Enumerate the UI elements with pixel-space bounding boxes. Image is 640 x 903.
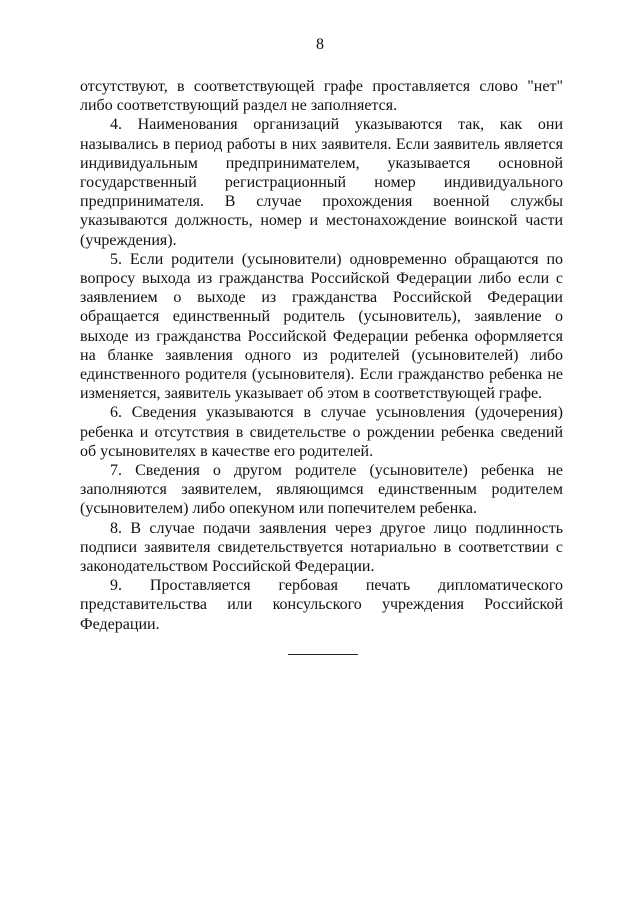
paragraph-item-6: 6. Сведения указываются в случае усыновления (удочерения) ребенка и отсутствия в свидетельстве о рождении ребенка сведений об усыновителях в качестве его родителей. bbox=[80, 404, 563, 460]
page-number: 8 bbox=[316, 36, 324, 53]
paragraph-item-9: 9. Проставляется гербовая печать дипломатического представительства или консульского учреждения Российской Федерации. bbox=[80, 577, 563, 633]
paragraph-continuation: отсутствуют, в соответствующей графе проставляется слово "нет" либо соответствующий раздел не заполняется. bbox=[80, 78, 563, 115]
document-body bbox=[80, 77, 563, 634]
paragraph-item-5: 5. Если родители (усыновители) одновременно обращаются по вопросу выхода из гражданства Российской Федерации либо если с заявлением о выходе из гражданства Российской Федерации обращается единственный родитель (усыновитель), заявление о выходе из гражданства Российской Федерации ребенка оформляется на бланке заявления одного из родителей (усыновителей) либо единственного родителя (усыновителя). Если гражданство ребенка не изменяется, заявитель указывает об этом в соответствующей графе. bbox=[80, 250, 563, 403]
paragraph-item-7: 7. Сведения о другом родителе (усыновителе) ребенка не заполняются заявителем, являющимся единственным родителем (усыновителем) либо опекуном или попечителем ребенка. bbox=[80, 462, 563, 518]
paragraph-item-8: 8. В случае подачи заявления через другое лицо подлинность подписи заявителя свидетельствуется нотариально в соответствии с законодательством Российской Федерации. bbox=[80, 519, 563, 576]
end-of-document-rule bbox=[288, 654, 358, 655]
paragraph-item-4: 4. Наименования организаций указываются так, как они назывались в период работы в них заявителя. Если заявитель является индивидуальным предпринимателем, указывается основной государственный регистрационный номер индивидуального предпринимателя. В случае прохождения военной службы указываются должность, номер и местонахождение воинской части (учреждения). bbox=[80, 116, 563, 249]
